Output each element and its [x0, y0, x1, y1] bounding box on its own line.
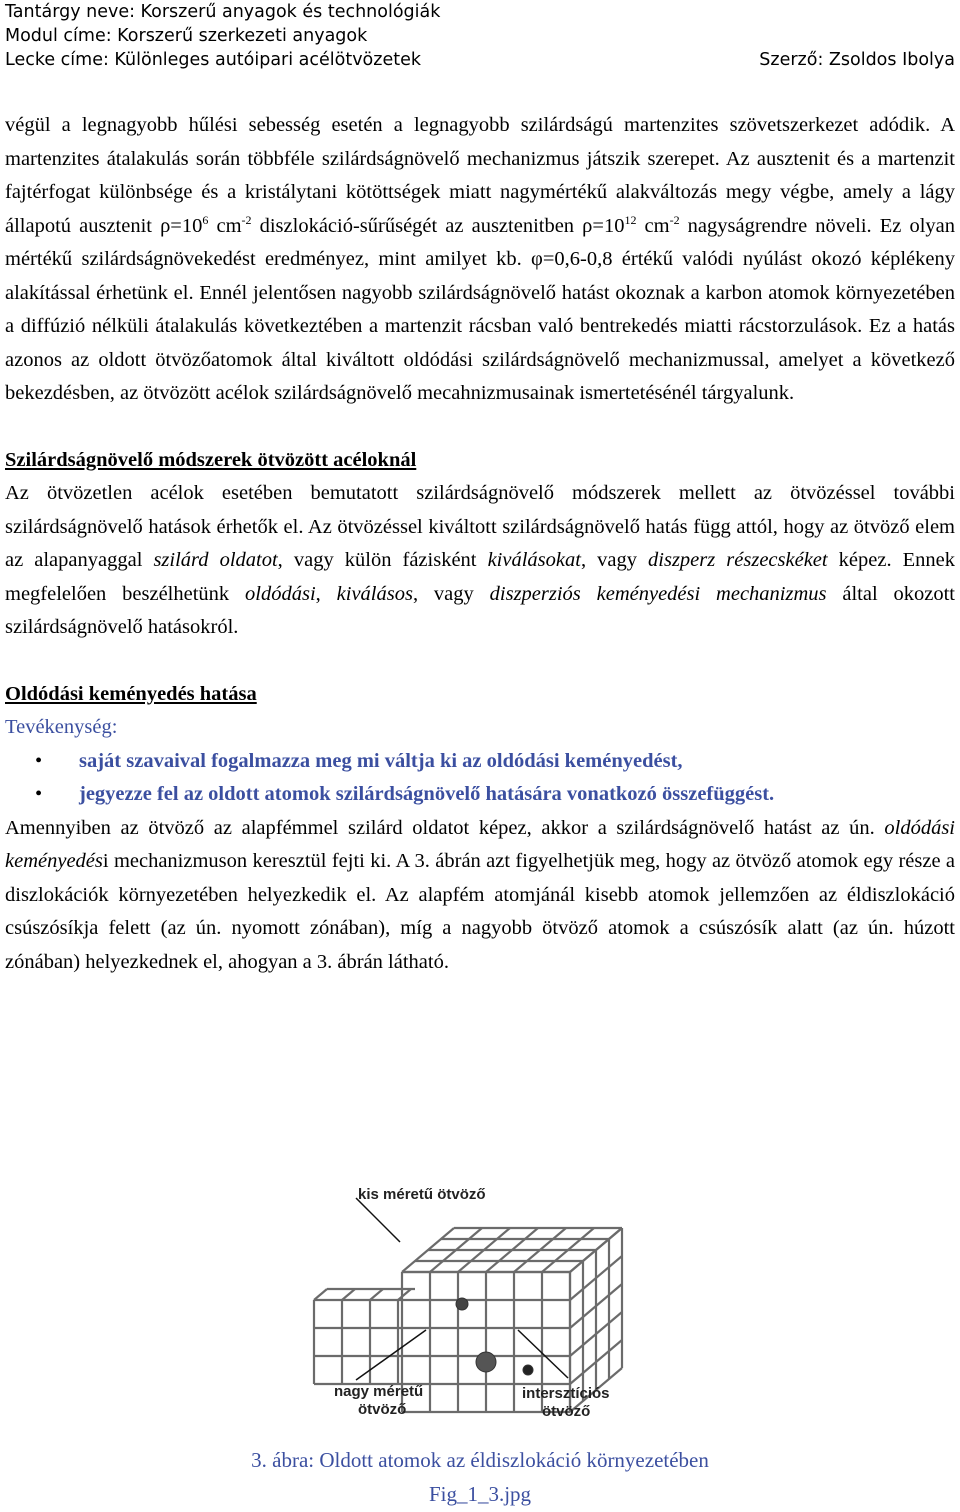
page-header	[5, 0, 955, 72]
text-run: , vagy	[412, 582, 490, 605]
superscript: 12	[624, 212, 637, 227]
text-run: ,	[315, 582, 337, 605]
label-small-alloy: kis méretű ötvöző	[358, 1186, 486, 1203]
text-run: , vagy külön fázisként	[277, 549, 488, 571]
document-body	[5, 109, 955, 979]
label-large-alloy-1: nagy méretű	[334, 1383, 424, 1400]
subject-name: Tantárgy neve: Korszerű anyagok és technológiák	[5, 2, 441, 22]
label-interstitial-1: intersztíciós	[522, 1385, 610, 1402]
figure-caption: 3. ábra: Oldott atomok az éldiszlokáció környezetében	[251, 1448, 709, 1472]
lattice-figure	[310, 1180, 630, 1435]
text-run: Az ötvözetlen acélok esetében bemutatott szilárdságnövelő módszerek mellett az ötvözéssel további szilárdságnövelő hatások érhetők el. Az ötvözéssel kiváltott szilárdságnövelő hatás függ attól, hogy az ötvöző elem az alapanyaggal	[5, 482, 955, 571]
superscript: 6	[202, 212, 209, 227]
label-large-alloy-2: ötvöző	[358, 1401, 407, 1418]
italic-term: diszperz részecskéket	[648, 549, 828, 571]
section-heading-alloyed: Szilárdságnövelő módszerek ötvözött acéloknál	[5, 448, 417, 471]
figure-filename: Fig_1_3.jpg	[428, 1482, 532, 1506]
lesson-title: Lecke címe: Különleges autóipari acélötvözetek	[5, 50, 421, 70]
label-interstitial-2: ötvöző	[542, 1403, 591, 1420]
italic-term: kiválásos	[336, 582, 413, 605]
paragraph-martensite	[5, 109, 955, 411]
activity-list	[5, 745, 955, 812]
module-title: Modul címe: Korszerű szerkezeti anyagok	[5, 26, 368, 46]
text-run: képez. Ennek megfelelően beszélhetünk	[5, 549, 955, 605]
text-run: nagyságrendre növeli. Ez olyan mértékű szilárdságnövekedést eredményez, mint amilyet kb. φ=0,6-0,8 értékű valódi nyúlást okozó képlékeny alakítással érhetünk el. Ennél jelentősen nagyobb szilárdságnövelő hatást okoznak a karbon atomok környezetében a diffúzió nélküli átalakulás következtében a martenzit rácsban való bentrekedés miatti rácstorzulások. Ez a hatás azonos az oldott ötvözőatomok által kiváltott oldódási szilárdságnövelő mechanizmussal, amelyet a következő bekezdésben, az ötvözött acélok szilárdságnövelő mecahnizmusainak ismertetésénél tárgyalunk.	[5, 214, 956, 404]
author-name: Szerző: Zsoldos Ibolya	[759, 50, 955, 70]
italic-term: diszperziós keményedési mechanizmus	[489, 582, 827, 605]
text-run: cm	[208, 214, 242, 237]
italic-term: szilárd oldatot	[153, 549, 278, 571]
text-run: végül a legnagyobb hűlési sebesség esetén a legnagyobb szilárdságú martenzites szövetszerkezet adódik. A martenzites átalakulás során többféle szilárdságnövelő mechanizmus játszik szerepet. Az ausztenit és a martenzit fajtérfogat különbsége és a kristálytani kötöttségek miatt nagymértékű alakváltozás megy végbe, amely a lágy állapotú ausztenit ρ=10	[5, 114, 955, 237]
activity-label: Tevékenység:	[5, 716, 118, 738]
list-item: • jegyezze fel az oldott atomok szilárdságnövelő hatására vonatkozó összefüggést.	[5, 778, 955, 812]
list-item: • saját szavaival fogalmazza meg mi váltja ki az oldódási keményedést,	[5, 745, 955, 779]
text-run: i mechanizmuson keresztül fejti ki. A 3. ábrán azt figyelhetjük meg, hogy az ötvöző atomok egy része a diszlokációk környezetében helyezkedik el. Az alapfém atomjánál kisebb atomok jellemzően az éldiszlokáció csúszósíkja felett (az ún. nyomott zónában), míg a nagyobb ötvöző atomok a csúszósík alatt (az ún. húzott zónában) helyezkednek el, ahogyan a 3. ábrán látható.	[5, 850, 955, 973]
paragraph-solution-hardening	[5, 812, 955, 980]
paragraph-alloyed	[5, 477, 955, 645]
italic-term: kiválásokat	[487, 549, 581, 571]
italic-term: oldódási	[245, 582, 316, 605]
superscript: -2	[669, 212, 680, 227]
text-run: cm	[636, 214, 670, 237]
text-run: diszlokáció-sűrűségét az ausztenitben ρ=10	[251, 214, 625, 237]
text-run: által okozott szilárdságnövelő hatásokról.	[5, 582, 955, 638]
text-run: , vagy	[580, 549, 649, 571]
superscript: -2	[241, 212, 252, 227]
text-run: Amennyiben az ötvöző az alapfémmel szilárd oldatot képez, akkor a szilárdságnövelő hatást az ún.	[5, 816, 885, 839]
section-heading-solution: Oldódási keményedés hatása	[5, 682, 257, 705]
italic-term: oldódási keményedés	[5, 816, 955, 872]
